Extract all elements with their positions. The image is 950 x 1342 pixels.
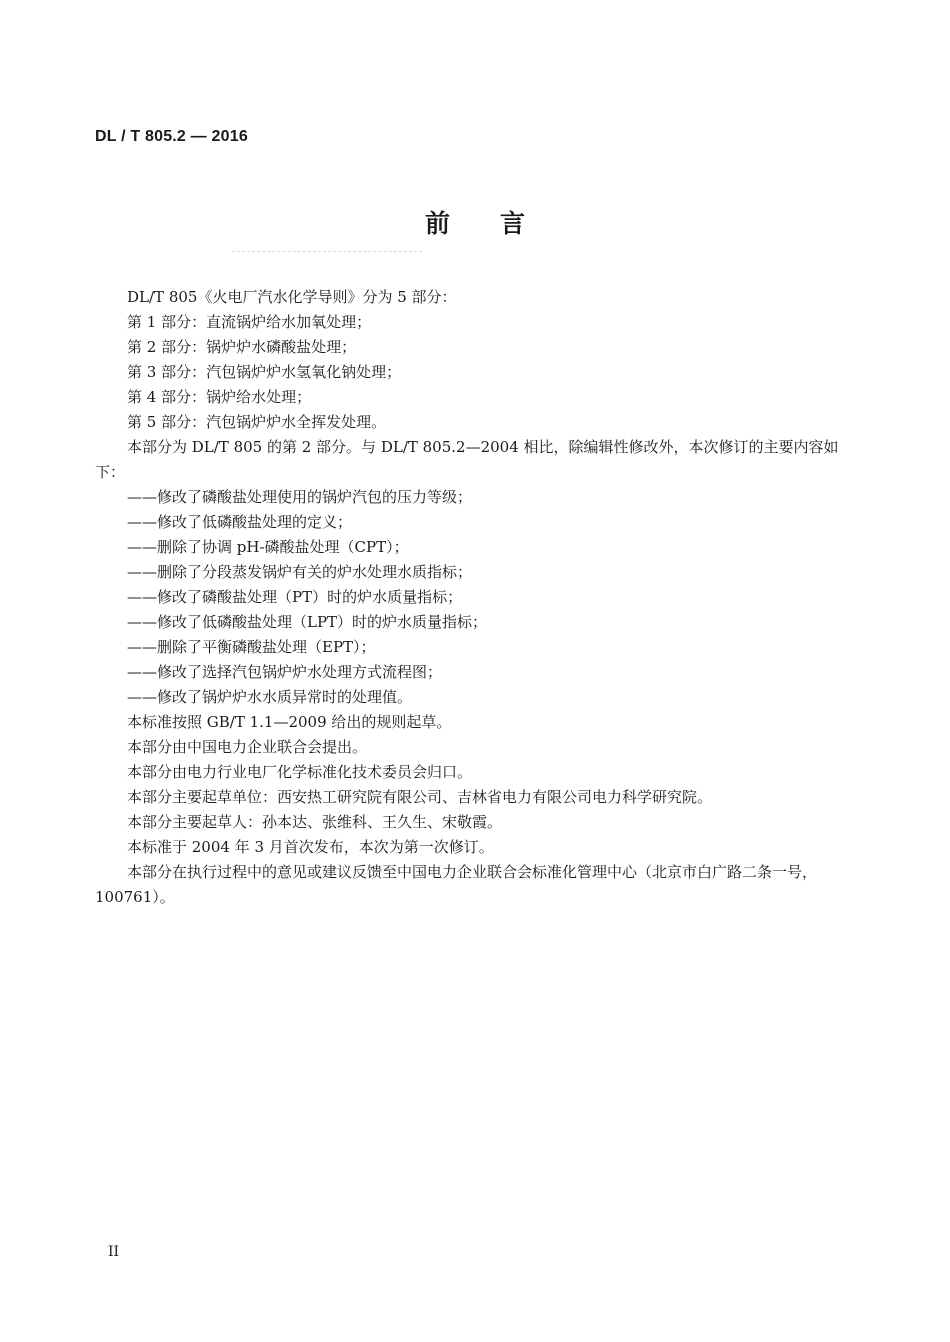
revision-paragraph: 本部分为 DL/T 805 的第 2 部分。与 DL/T 805.2—2004 相比，除编辑性修改外，本次修订的主要内容如下： — [95, 438, 839, 481]
change-item: ——删除了分段蒸发锅炉有关的炉水处理水质指标； — [127, 563, 473, 581]
drafting-rule: 本标准按照 GB/T 1.1—2009 给出的规则起草。 — [127, 713, 452, 731]
part-3: 第 3 部分：汽包锅炉炉水氢氧化钠处理； — [127, 363, 402, 381]
change-item: ——修改了磷酸盐处理使用的锅炉汽包的压力等级； — [127, 488, 473, 506]
standard-number: DL / T 805.2 — 2016 — [95, 128, 248, 145]
drafting-units: 本部分主要起草单位：西安热工研究院有限公司、吉林省电力有限公司电力科学研究院。 — [127, 788, 713, 806]
change-item: ——删除了协调 pH-磷酸盐处理（CPT）； — [127, 538, 409, 556]
part-2: 第 2 部分：锅炉炉水磷酸盐处理； — [127, 338, 357, 356]
history: 本标准于 2004 年 3 月首次发布，本次为第一次修订。 — [127, 838, 494, 856]
change-item: ——修改了磷酸盐处理（PT）时的炉水质量指标； — [127, 588, 463, 606]
drafters: 本部分主要起草人：孙本达、张维科、王久生、宋敬霞。 — [127, 813, 503, 831]
page-number: II — [108, 1244, 120, 1260]
part-1: 第 1 部分：直流锅炉给水加氧处理； — [127, 313, 372, 331]
change-item: ——修改了低磷酸盐处理的定义； — [127, 513, 353, 531]
part-4: 第 4 部分：锅炉给水处理； — [127, 388, 312, 406]
title-divider — [232, 251, 422, 253]
part-5: 第 5 部分：汽包锅炉炉水全挥发处理。 — [127, 413, 387, 431]
feedback: 本部分在执行过程中的意见或建议反馈至中国电力企业联合会标准化管理中心（北京市白广路二条一号，100761）。 — [95, 863, 818, 906]
change-item: ——修改了选择汽包锅炉炉水处理方式流程图； — [127, 663, 443, 681]
managed-by: 本部分由电力行业电厂化学标准化技术委员会归口。 — [127, 763, 473, 781]
preface-body — [95, 285, 855, 910]
page-title: 前言 — [424, 209, 575, 238]
change-item: ——修改了锅炉炉水水质异常时的处理值。 — [127, 688, 413, 706]
change-item: ——删除了平衡磷酸盐处理（EPT）； — [127, 638, 376, 656]
change-item: ——修改了低磷酸盐处理（LPT）时的炉水质量指标； — [127, 613, 488, 631]
intro-paragraph: DL/T 805《火电厂汽水化学导则》分为 5 部分： — [127, 288, 457, 306]
proposed-by: 本部分由中国电力企业联合会提出。 — [127, 738, 368, 756]
